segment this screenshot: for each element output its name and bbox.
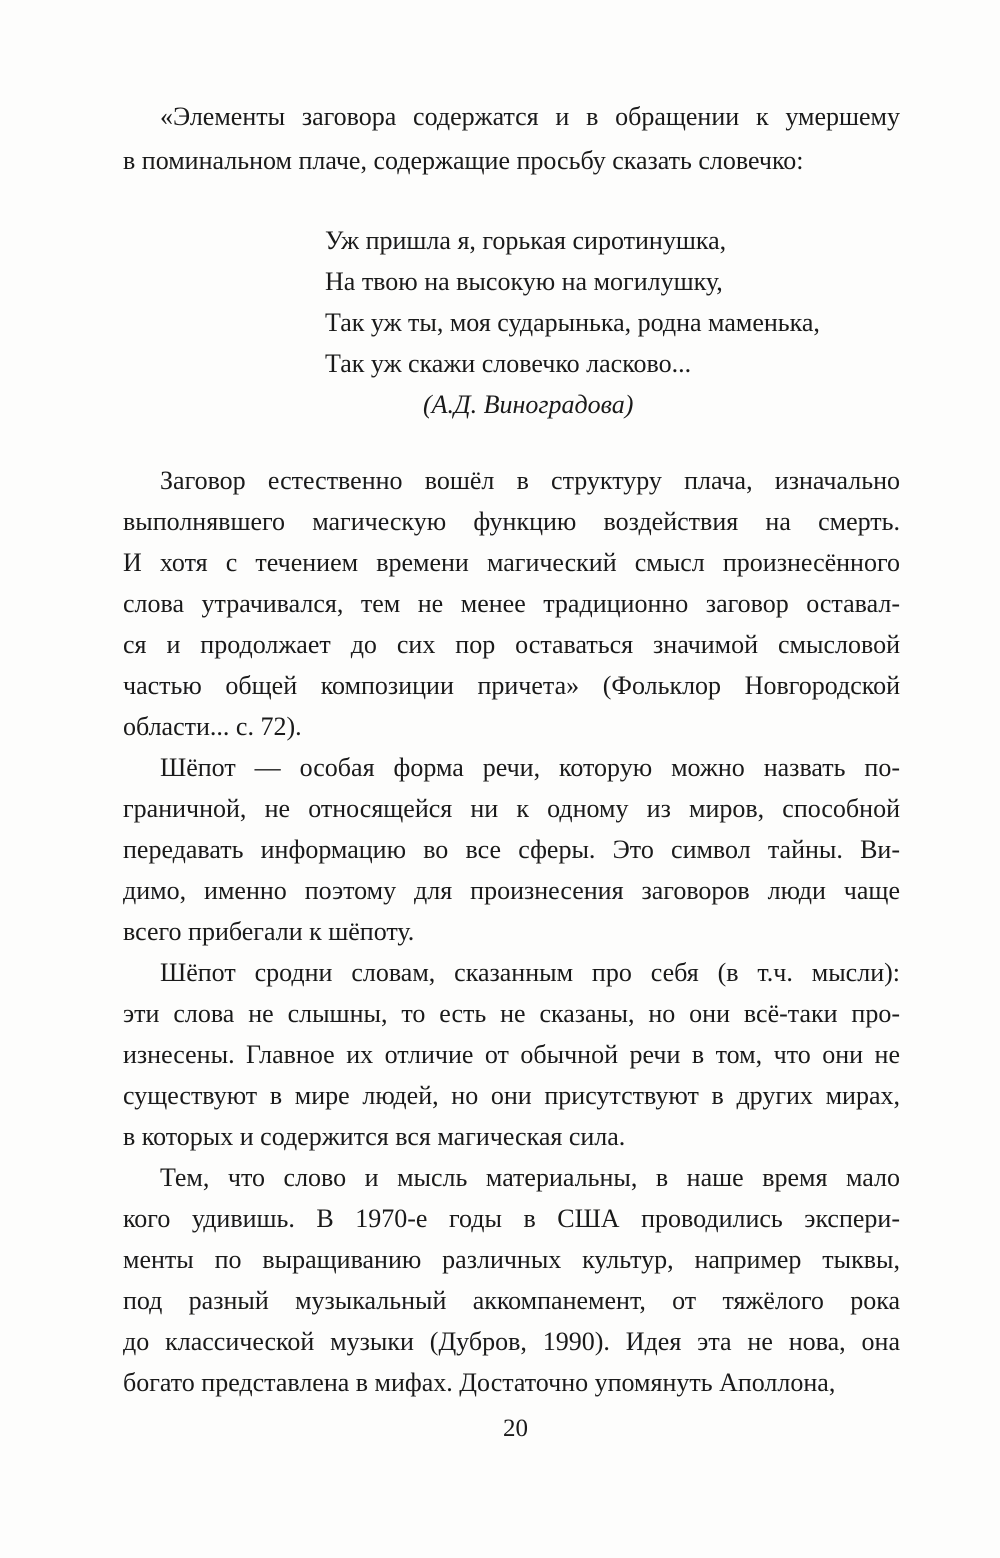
text-line: кого удивишь. В 1970-е годы в США проводились экспери- <box>123 1204 900 1233</box>
body-text <box>123 460 900 1403</box>
text-line: частью общей композиции причета» (Фольклор Новгородской <box>123 671 900 700</box>
page-number: 20 <box>503 1415 528 1442</box>
text-line: Шёпот сродни словам, сказанным про себя (в т.ч. мысли): <box>160 958 900 987</box>
verse-block <box>325 220 820 425</box>
text-line: существуют в мире людей, но они присутствуют в других мирах, <box>123 1081 900 1110</box>
verse-line: Так уж скажи словечко ласково... <box>325 349 692 378</box>
text-line: ся и продолжает до сих пор оставаться значимой смысловой <box>123 630 900 659</box>
text-line: менты по выращиванию различных культур, например тыквы, <box>123 1245 900 1274</box>
text-line: передавать информацию во все сферы. Это символ тайны. Ви- <box>123 835 900 864</box>
text-line: Заговор естественно вошёл в структуру плача, изначально <box>160 466 900 495</box>
text-line: «Элементы заговора содержатся и в обращении к умершему <box>160 102 900 131</box>
body-paragraph <box>123 460 900 747</box>
text-line: всего прибегали к шёпоту. <box>123 917 415 946</box>
text-line: эти слова не слышны, то есть не сказаны, но они всё-таки про- <box>123 999 900 1028</box>
text-line: богато представлена в мифах. Достаточно упомянуть Аполлона, <box>123 1368 836 1397</box>
text-line: изнесены. Главное их отличие от обычной речи в том, что они не <box>123 1040 900 1069</box>
body-paragraph <box>123 1157 900 1403</box>
verse-lines <box>325 220 820 384</box>
text-line: И хотя с течением времени магический смысл произнесённого <box>123 548 900 577</box>
body-paragraph <box>123 952 900 1157</box>
verse-line: Уж пришла я, горькая сиротинушка, <box>325 226 727 255</box>
text-line: области... с. 72). <box>123 712 302 741</box>
text-line: слова утрачивался, тем не менее традиционно заговор оставал- <box>123 589 900 618</box>
body-paragraph <box>123 747 900 952</box>
text-line: димо, именно поэтому для произнесения заговоров люди чаще <box>123 876 900 905</box>
text-line: до классической музыки (Дубров, 1990). Идея эта не нова, она <box>123 1327 900 1356</box>
text-line: выполнявшего магическую функцию воздействия на смерть. <box>123 507 900 536</box>
text-line: граничной, не относящейся ни к одному из миров, способной <box>123 794 900 823</box>
verse-line: Так уж ты, моя сударынька, родна маменька, <box>325 308 820 337</box>
verse-line: На твою на высокую на могилушку, <box>325 267 723 296</box>
text-line: в поминальном плаче, содержащие просьбу сказать словечко: <box>123 146 804 175</box>
text-line: Тем, что слово и мысль материальны, в наше время мало <box>160 1163 900 1192</box>
verse-attribution: (А.Д. Виноградова) <box>423 390 634 419</box>
text-line: Шёпот — особая форма речи, которую можно назвать по- <box>160 753 900 782</box>
text-line: в которых и содержится вся магическая сила. <box>123 1122 626 1151</box>
text-line: под разный музыкальный аккомпанемент, от тяжёлого рока <box>123 1286 900 1315</box>
intro-paragraph <box>123 95 900 183</box>
